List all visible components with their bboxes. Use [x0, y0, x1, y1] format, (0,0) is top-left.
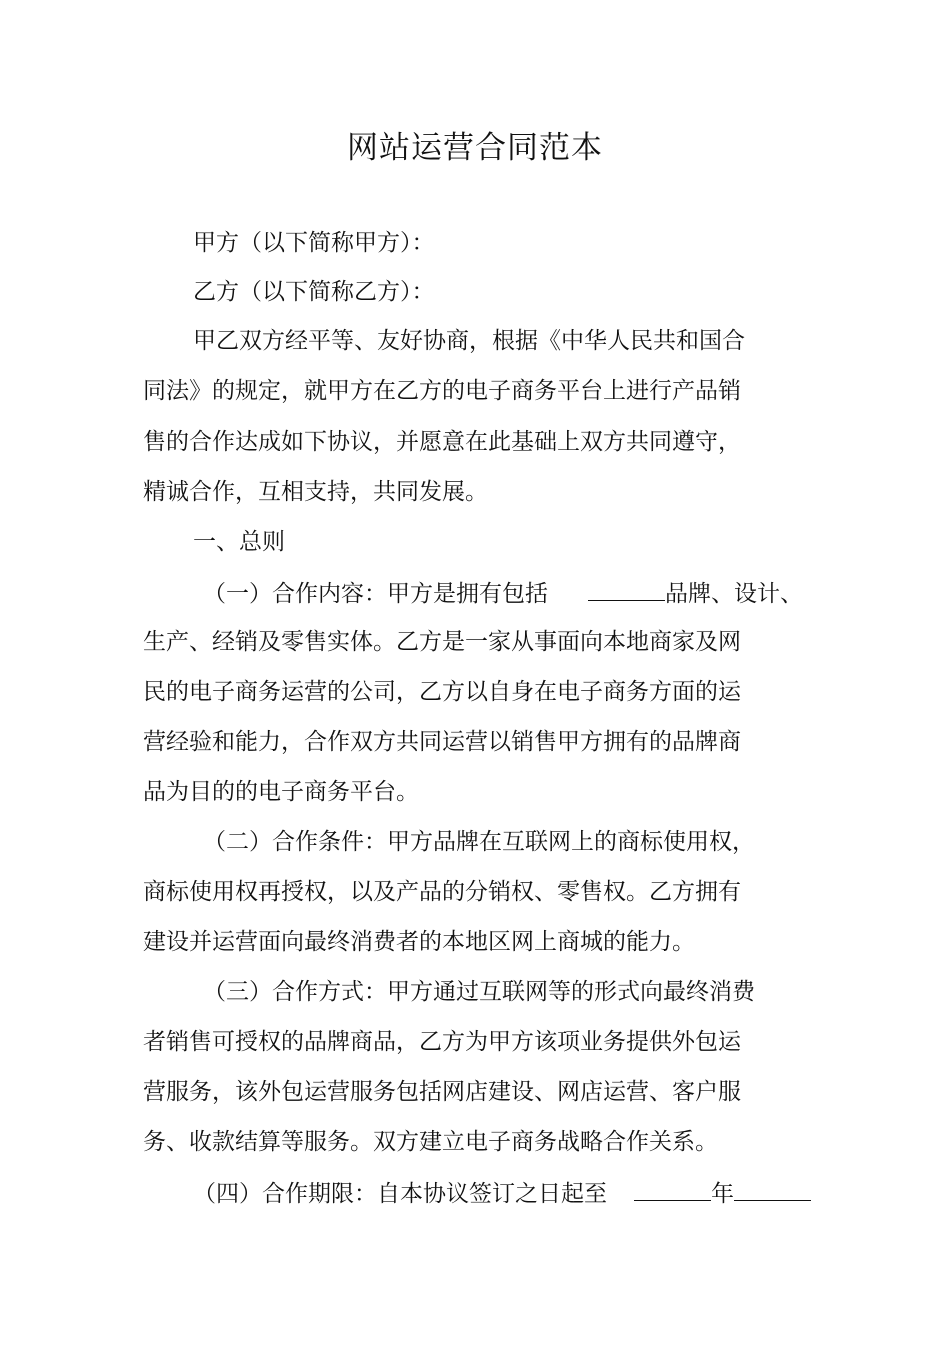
clause3-line: （三）合作方式：甲方通过互联网等的形式向最终消费	[203, 979, 755, 1005]
clause3-line: 营服务，该外包运营服务包括网店建设、网店运营、客户服	[143, 1079, 741, 1105]
party-a-line: 甲方（以下简称甲方）：	[193, 230, 435, 256]
clause1-line: 营经验和能力，合作双方共同运营以销售甲方拥有的品牌商	[143, 729, 741, 755]
clause4-prefix: （四）合作期限：自本协议签订之日起至	[193, 1181, 607, 1207]
clause1-first-line	[203, 578, 803, 609]
clause3-line: 者销售可授权的品牌商品，乙方为甲方该项业务提供外包运	[143, 1029, 741, 1055]
clause1-line: 品为目的的电子商务平台。	[143, 779, 419, 805]
clause2-line: 商标使用权再授权，以及产品的分销权、零售权。乙方拥有	[143, 879, 741, 905]
brand-blank[interactable]	[588, 578, 665, 601]
clause1-prefix: （一）合作内容：甲方是拥有包括	[203, 581, 548, 607]
preamble-line: 售的合作达成如下协议，并愿意在此基础上双方共同遵守，	[143, 429, 741, 455]
clause1-line: 民的电子商务运营的公司，乙方以自身在电子商务方面的运	[143, 679, 741, 705]
clause1-suffix: 品牌、设计、	[665, 581, 803, 607]
preamble-line: 甲乙双方经平等、友好协商，根据《中华人民共和国合	[193, 328, 745, 354]
year-label: 年	[711, 1181, 734, 1207]
clause3-line: 务、收款结算等服务。双方建立电子商务战略合作关系。	[143, 1129, 718, 1155]
party-b-line: 乙方（以下简称乙方）：	[193, 279, 435, 305]
clause1-line: 生产、经销及零售实体。乙方是一家从事面向本地商家及网	[143, 629, 741, 655]
clause4-line	[193, 1178, 811, 1209]
clause2-line: （二）合作条件：甲方品牌在互联网上的商标使用权，	[203, 829, 755, 855]
document-title: 网站运营合同范本	[347, 130, 603, 166]
preamble-line: 同法》的规定，就甲方在乙方的电子商务平台上进行产品销	[143, 378, 741, 404]
end-year-blank[interactable]	[634, 1178, 711, 1201]
end-month-blank[interactable]	[734, 1178, 811, 1201]
preamble-line: 精诚合作，互相支持，共同发展。	[143, 479, 488, 505]
clause2-line: 建设并运营面向最终消费者的本地区网上商城的能力。	[143, 929, 695, 955]
section-heading: 一、总则	[193, 529, 285, 555]
